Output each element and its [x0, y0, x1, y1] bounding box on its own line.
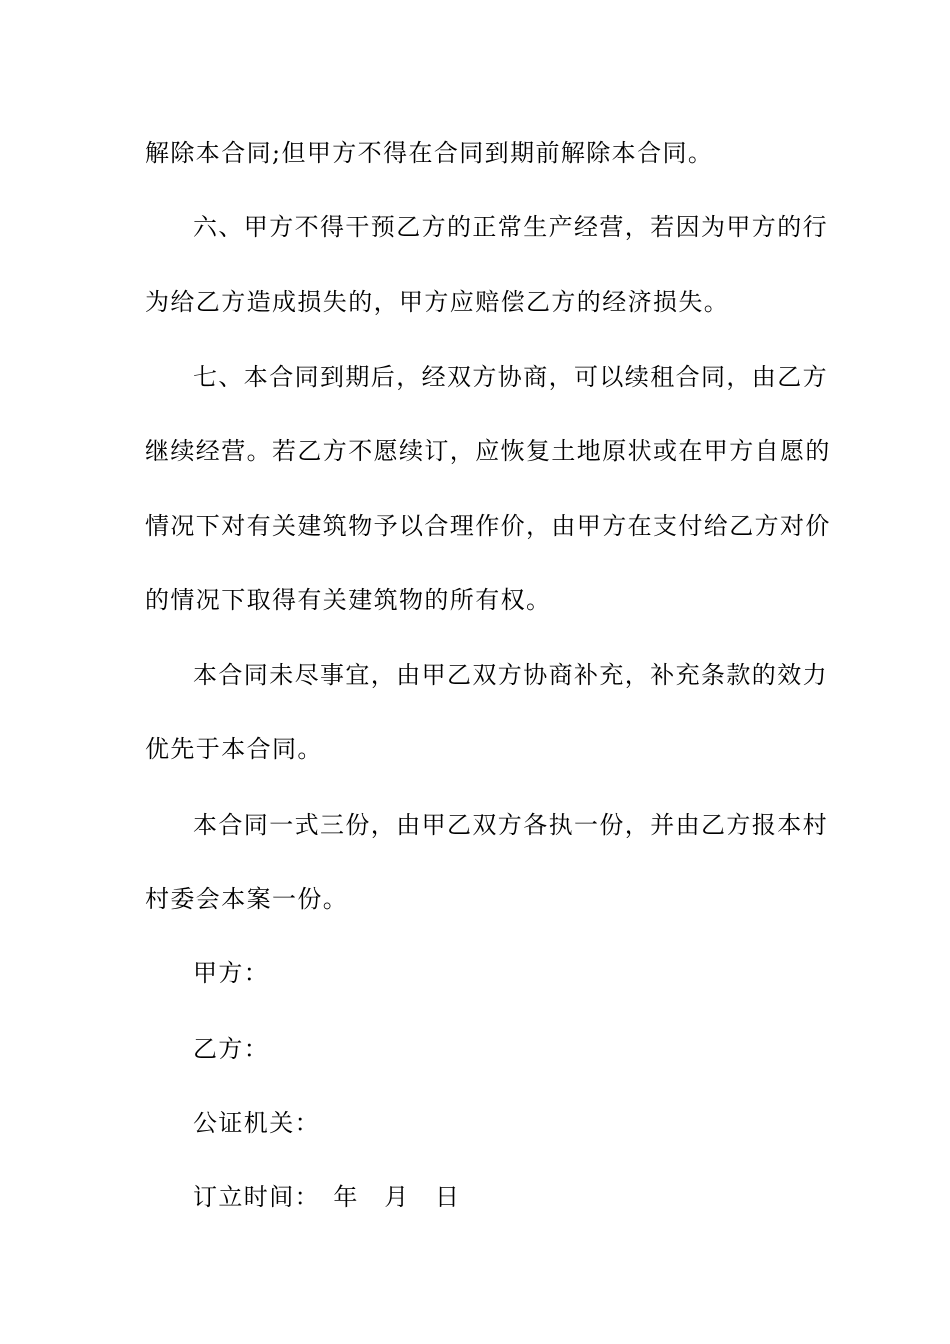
party-b-label: 乙方：	[193, 1035, 270, 1063]
notary-label: 公证机关：	[193, 1109, 320, 1137]
copies-line-2: 村委会本案一份。	[145, 885, 349, 913]
clause-7-line-1: 七、本合同到期后，经双方协商，可以续租合同，由乙方	[193, 363, 828, 391]
supplement-line-1: 本合同未尽事宜，由甲乙双方协商补充，补充条款的效力	[193, 661, 828, 689]
copies-line-1: 本合同一式三份，由甲乙双方各执一份，并由乙方报本村	[193, 811, 828, 839]
supplement-line-2: 优先于本合同。	[145, 735, 323, 763]
clause-7-line-2: 继续经营。若乙方不愿续订，应恢复土地原状或在甲方自愿的	[145, 437, 831, 465]
clause-7-line-3: 情况下对有关建筑物予以合理作价，由甲方在支付给乙方对价	[145, 512, 831, 540]
clause-6-line-2: 为给乙方造成损失的，甲方应赔偿乙方的经济损失。	[145, 288, 730, 316]
party-a-label: 甲方：	[193, 959, 270, 987]
clause-7-line-4: 的情况下取得有关建筑物的所有权。	[145, 586, 552, 614]
text-line: 解除本合同;但甲方不得在合同到期前解除本合同。	[145, 139, 714, 167]
clause-6-line-1: 六、甲方不得干预乙方的正常生产经营，若因为甲方的行	[193, 213, 828, 241]
signing-date-label: 订立时间： 年 月 日	[193, 1183, 461, 1211]
